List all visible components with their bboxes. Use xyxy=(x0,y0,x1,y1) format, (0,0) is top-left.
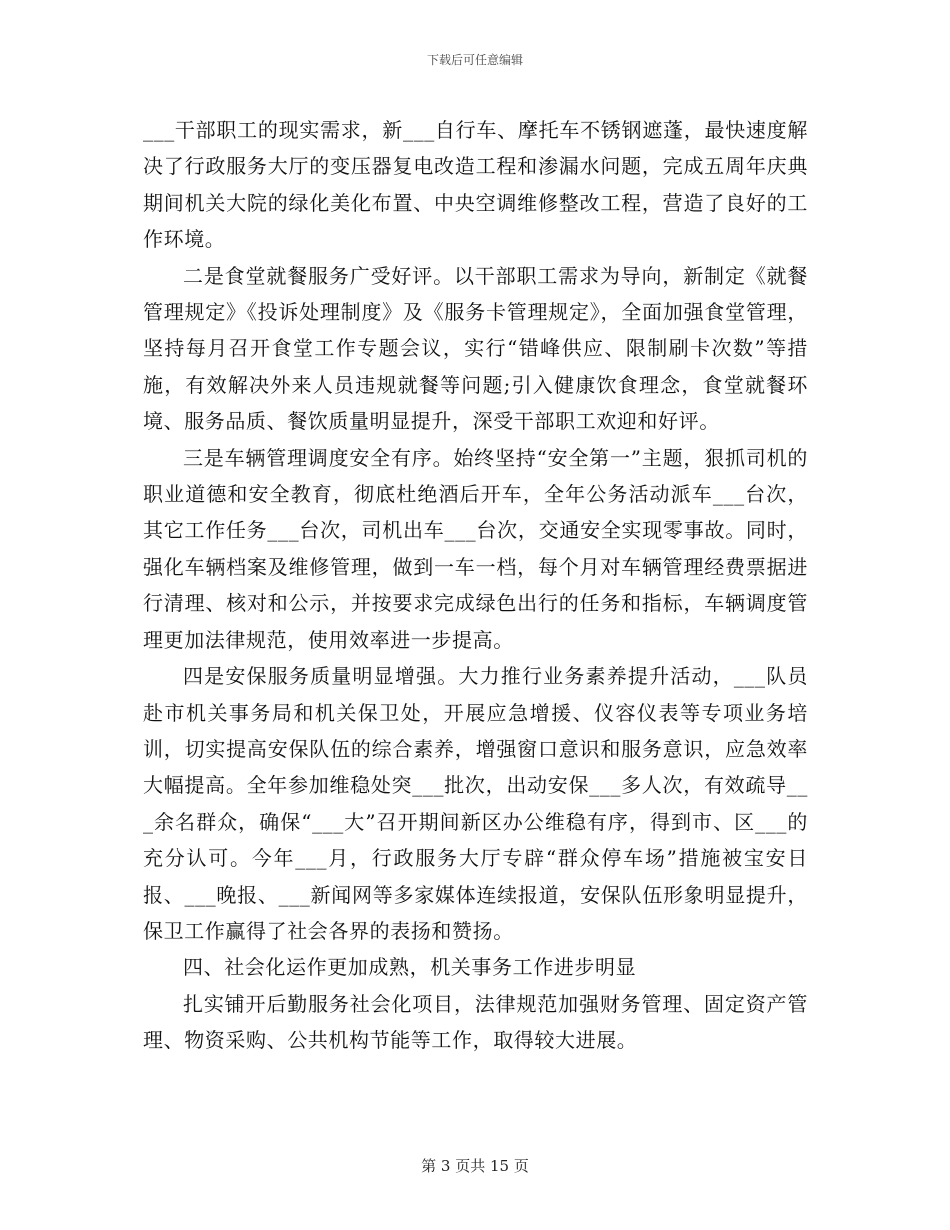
paragraph-security-service: 四是安保服务质量明显增强。大力推行业务素养提升活动，___队员赴市机关事务局和机关保卫处，开展应急增援、仪容仪表等专项业务培训，切实提高安保队伍的综合素养，增强窗口意识和服务意识，应急效率大幅提高。全年参加维稳处突___批次，出动安保___多人次，有效疏导___余名群众，确保“___大”召开期间新区办公维稳有序，得到市、区___的充分认可。今年___月，行政服务大厅专辟“群众停车场”措施被宝安日报、___晚报、___新闻网等多家媒体连续报道，安保队伍形象明显提升，保卫工作赢得了社会各界的表扬和赞扬。 xyxy=(143,664,808,943)
paragraph-vehicle-management: 三是车辆管理调度安全有序。始终坚持“安全第一”主题，狠抓司机的职业道德和安全教育，彻底杜绝酒后开车，全年公务活动派车___台次，其它工作任务___台次，司机出车___台次，交通安全实现零事故。同时，强化车辆档案及维修管理，做到一车一档，每个月对车辆管理经费票据进行清理、核对和公示，并按要求完成绿色出行的任务和指标，车辆调度管理更加法律规范，使用效率进一步提高。 xyxy=(143,445,808,652)
paragraph-socialization-projects: 扎实铺开后勤服务社会化项目，法律规范加强财务管理、固定资产管理、物资采购、公共机构节能等工作，取得较大进展。 xyxy=(143,991,808,1053)
paragraph-continuation: ___干部职工的现实需求，新___自行车、摩托车不锈钢遮蓬，最快速度解决了行政服务大厅的变压器复电改造工程和渗漏水问题，完成五周年庆典期间机关大院的绿化美化布置、中央空调维修整改工程，营造了良好的工作环境。 xyxy=(143,118,808,252)
page-header: 下载后可任意编辑 xyxy=(426,53,523,67)
paragraph-canteen-service: 二是食堂就餐服务广受好评。以干部职工需求为导向，新制定《就餐管理规定》《投诉处理制度》及《服务卡管理规定》，全面加强食堂管理，坚持每月召开食堂工作专题会议，实行“错峰供应、限制刷卡次数”等措施，有效解决外来人员违规就餐等问题;引入健康饮食理念，食堂就餐环境、服务品质、餐饮质量明显提升，深受干部职工欢迎和好评。 xyxy=(143,263,808,434)
page-number: 第 3 页共 15 页 xyxy=(421,1157,529,1175)
section-heading-socialization: 四、社会化运作更加成熟，机关事务工作进步明显 xyxy=(183,955,637,980)
document-body xyxy=(143,112,808,1059)
